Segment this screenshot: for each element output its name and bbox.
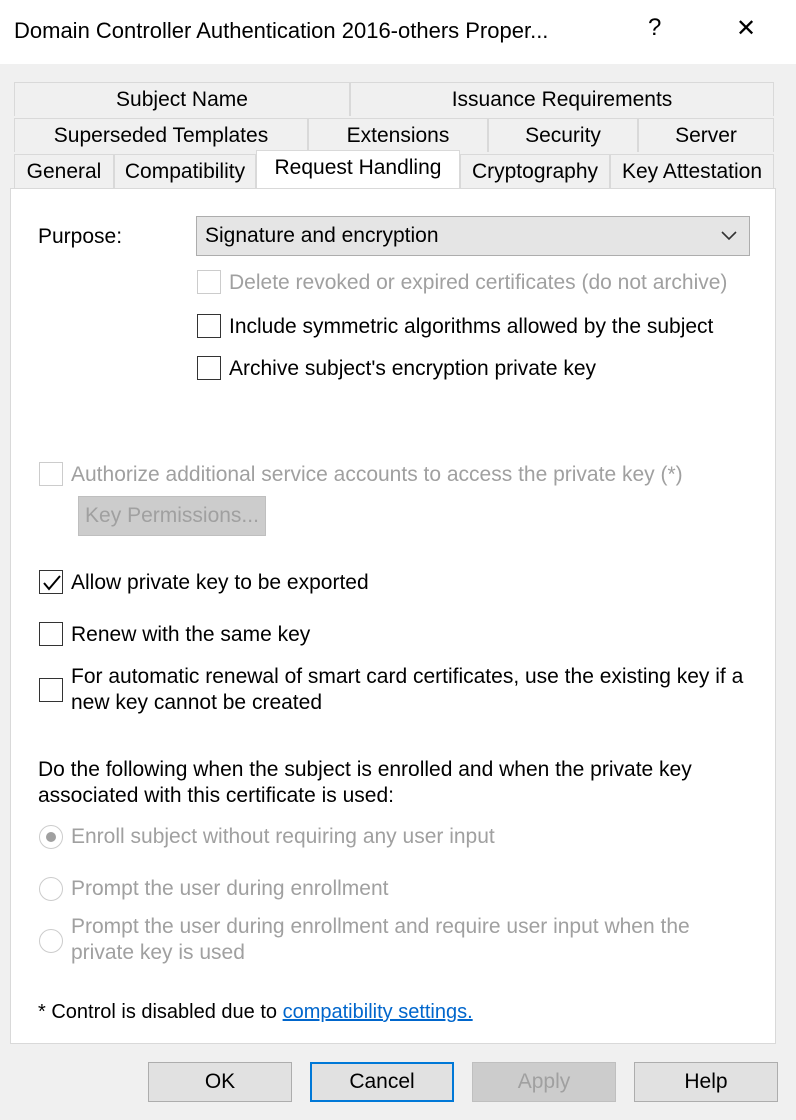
tab-server[interactable]: Server [638, 118, 774, 152]
archive-key-label: Archive subject's encryption private key [229, 357, 597, 380]
include-symmetric-label: Include symmetric algorithms allowed by the subject [229, 315, 714, 338]
close-icon[interactable]: ✕ [736, 15, 757, 42]
key-permissions-button[interactable]: Key Permissions... [78, 496, 266, 536]
tab-subject-name[interactable]: Subject Name [14, 82, 350, 116]
tab-request-handling[interactable]: Request Handling [256, 150, 460, 188]
chevron-down-icon [721, 231, 737, 241]
tab-security[interactable]: Security [488, 118, 638, 152]
radio-prompt-user-label: Prompt the user during enrollment [71, 877, 389, 900]
tab-issuance-requirements[interactable]: Issuance Requirements [350, 82, 774, 116]
purpose-value: Signature and encryption [205, 224, 439, 247]
tab-panel [10, 188, 776, 1044]
purpose-dropdown[interactable] [196, 216, 750, 256]
enrollment-text-line1: Do the following when the subject is enrolled and when the private key [38, 758, 692, 781]
smart-card-renewal-label-line1: For automatic renewal of smart card certificates, use the existing key if a [71, 665, 744, 688]
tab-superseded-templates[interactable]: Superseded Templates [14, 118, 308, 152]
tab-compatibility[interactable]: Compatibility [114, 154, 256, 188]
cancel-button[interactable]: Cancel [310, 1062, 454, 1102]
radio-enroll-no-input-label: Enroll subject without requiring any user input [71, 825, 495, 848]
tab-key-attestation[interactable]: Key Attestation [610, 154, 774, 188]
radio-prompt-require-input-line2: private key is used [71, 941, 245, 964]
tab-cryptography[interactable]: Cryptography [460, 154, 610, 188]
purpose-label: Purpose: [38, 225, 123, 248]
apply-button[interactable]: Apply [472, 1062, 616, 1102]
compatibility-settings-link[interactable]: compatibility settings. [282, 1001, 473, 1023]
allow-export-label: Allow private key to be exported [71, 571, 369, 594]
ok-button[interactable]: OK [148, 1062, 292, 1102]
radio-prompt-require-input-line1: Prompt the user during enrollment and require user input when the [71, 915, 690, 938]
authorize-accounts-label: Authorize additional service accounts to access the private key (*) [71, 463, 683, 486]
renew-same-key-label: Renew with the same key [71, 623, 311, 646]
help-button[interactable]: Help [634, 1062, 778, 1102]
help-title-button[interactable]: ? [648, 14, 662, 41]
tab-extensions[interactable]: Extensions [308, 118, 488, 152]
enrollment-text-line2: associated with this certificate is used: [38, 784, 394, 807]
window-title: Domain Controller Authentication 2016-others Proper... [14, 18, 549, 43]
tab-general[interactable]: General [14, 154, 114, 188]
delete-revoked-label: Delete revoked or expired certificates (do not archive) [229, 271, 728, 294]
smart-card-renewal-label-line2: new key cannot be created [71, 691, 322, 714]
footnote-text: * Control is disabled due to [38, 1001, 283, 1023]
